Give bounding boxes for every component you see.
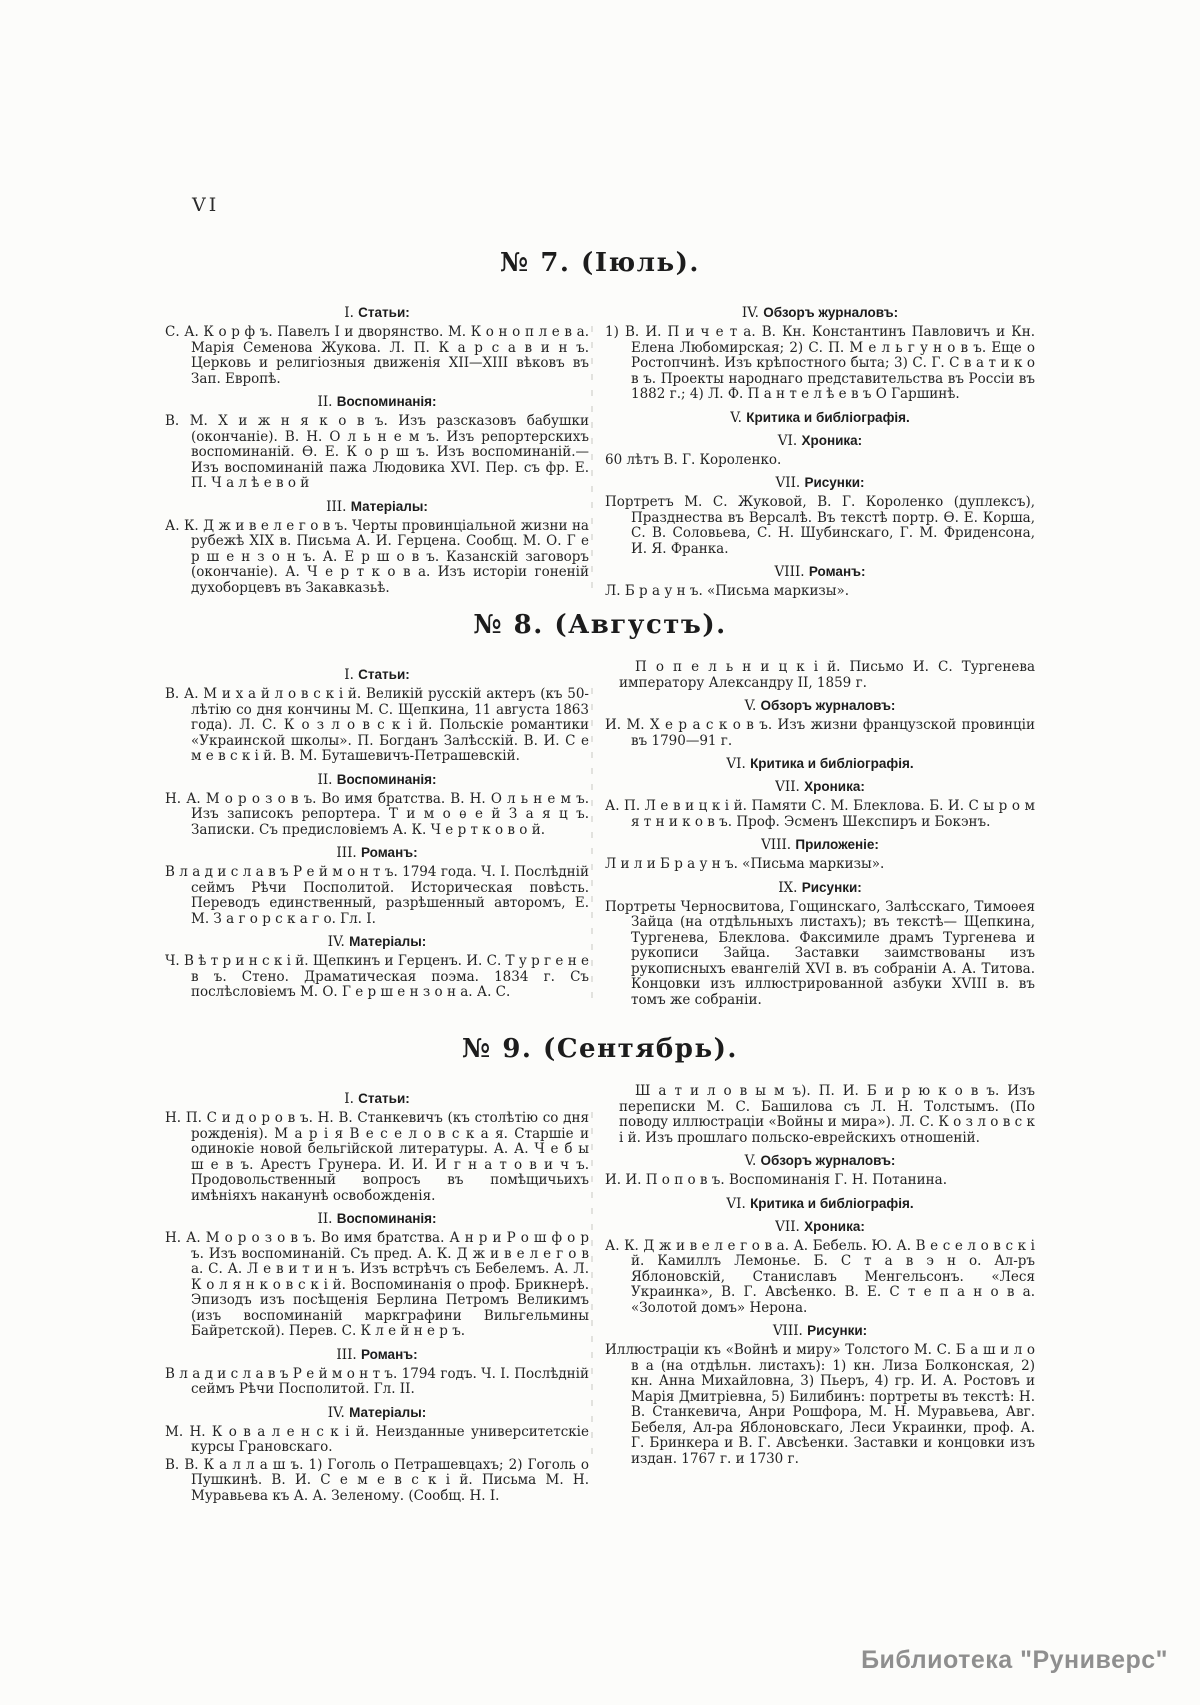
toc-entry: 1) В. И. П и ч е т а. В. Кн. Константинъ Павловичъ и Кн. Елена Любомирская; 2) С. П. М е л ь г у н о в ъ. Еще о Ростопчинѣ. Изъ крѣпостного быта; 3) С. Г. С в а т и к о в ъ. Проекты народнаго представительства въ Россіи въ 1882 г.; 4) Л. Ф. П а н т е л ѣ е в ъ О Гаршинѣ. xyxy=(605,324,1035,402)
toc-entry: Н. А. М о р о з о в ъ. Во имя братства. В. Н. О л ь н е м ъ. Изъ записокъ репортера. Т и м о ѳ е й З а я ц ъ. Записки. Съ предисловіемъ А. К. Ч е р т к о в о й. xyxy=(165,790,589,838)
rubric-heading xyxy=(605,1219,1035,1235)
rubric-heading xyxy=(165,845,589,861)
rubric-heading xyxy=(605,564,1035,580)
section-columns xyxy=(165,1084,1035,1506)
rubric-label: Рисунки: xyxy=(804,475,865,490)
toc-entry: Иллюстраціи къ «Войнѣ и миру» Толстого М. С. Б а ш и л о в а (на отдѣльн. листахъ): 1) кн. Лиза Болконская, 2) кн. Анна Михайловна, 3) Пьеръ, 4) гр. И. А. Ростовъ и Марія Дмитріевна, 5) Билибинъ: портреты въ текстѣ: Н. В. Станкевича, Анри Рошфора, М. Н. Муравьева, Авг. Бебеля, Ал-ра Яблоновскаго, Леси Украинки, проф. А. Г. Бринкера и В. Г. Авсѣенки. Заставки и концовки изъ издан. 1767 г. и 1730 г. xyxy=(605,1342,1035,1467)
rubric-numeral: III. xyxy=(336,845,362,861)
toc-entry: В. В. К а л л а ш ъ. 1) Гоголь о Петрашевцахъ; 2) Гоголь о Пушкинѣ. В. И. С е м е в с к і й. Письма М. Н. Муравьева къ А. А. Зеленому. (Сообщ. Н. I. xyxy=(165,1456,589,1504)
rubric-label: Рисунки: xyxy=(807,1323,868,1338)
column-right xyxy=(605,1084,1035,1469)
rubric-numeral: II. xyxy=(317,771,337,788)
rubric-label: Матеріалы: xyxy=(350,498,428,514)
rubric-numeral: IV. xyxy=(741,305,764,321)
rubric-label: Рисунки: xyxy=(801,879,862,895)
toc-entry: Портреты Черносвитова, Гощинскаго, Залѣсскаго, Тимоѳея Зайца (на отдѣльныхъ листахъ); въ текстѣ— Щепкина, Тургенева, Блеклова. Факсимиле драмъ Тургенева и рукописи Зайца. Заставки заимствованы изъ рукописныхъ евангелій XVI в. въ собраніи А. А. Титова. Концовки изъ иллюстрированной азбуки XVIII в. въ томъ же собраніи. xyxy=(605,898,1035,1008)
rubric-label: Обзоръ журналовъ: xyxy=(763,305,899,320)
rubric-numeral: VII. xyxy=(775,475,805,491)
toc-entry: В л а д и с л а в ъ Р е й м о н т ъ. 1794 года. Ч. I. Послѣдній сеймъ Рѣчи Посполитой. Историческая повѣсть. Переводъ единственный, разрѣшенный авторомъ, Е. М. З а г о р с к а г о. Гл. I. xyxy=(165,864,589,927)
rubric-heading xyxy=(605,779,1035,795)
section-title: № 7. (Іюль). xyxy=(500,248,700,278)
column-left xyxy=(165,1084,589,1506)
rubric-heading xyxy=(165,1091,589,1107)
toc-entry: В. А. М и х а й л о в с к і й. Великій русскій актеръ (къ 50-лѣтію со дня кончины М. С. Щепкина, 11 августа 1863 года). Л. С. К о з л о в с к і й. Польскіе романтики «Украинской школы». П. Богданъ Залѣсскій. В. И. С е м е в с к і й. В. М. Буташевичъ-Петрашевскій. xyxy=(165,686,589,764)
rubric-heading xyxy=(605,305,1035,321)
rubric-label: Матеріалы: xyxy=(349,934,427,949)
rubric-numeral: VI. xyxy=(726,756,751,772)
rubric-numeral: VI. xyxy=(726,1195,751,1212)
rubric-heading xyxy=(165,1211,589,1227)
toc-entry: А. П. Л е в и ц к і й. Памяти С. М. Блеклова. Б. И. С ы р о м я т н и к о в ъ. Проф. Эсменъ Шекспиръ и Бокэнъ. xyxy=(605,798,1035,830)
rubric-heading xyxy=(605,756,1035,772)
toc-entry: В. М. Х и ж н я к о в ъ. Изъ разсказовъ бабушки (окончаніе). В. Н. О л ь н е м ъ. Изъ репортерскихъ воспоминаній. Ѳ. Е. К о р ш ъ. Изъ воспоминаній.— Изъ воспоминаній пажа Людовика XVI. Пер. съ фр. Е. П. Ч а л ѣ е в о й xyxy=(165,413,589,491)
rubric-heading xyxy=(605,880,1035,896)
runivers-watermark: Библиотека "Руниверс" xyxy=(861,1646,1168,1674)
rubric-heading xyxy=(165,1347,589,1363)
section-title: № 9. (Сентябрь). xyxy=(462,1034,738,1064)
section-title: № 8. (Августъ). xyxy=(473,610,727,640)
rubric-numeral: V. xyxy=(744,698,761,714)
rubric-heading xyxy=(605,1153,1035,1169)
rubric-heading xyxy=(605,1196,1035,1212)
rubric-numeral: I. xyxy=(344,305,359,321)
rubric-numeral: III. xyxy=(326,498,351,515)
toc-entry: Н. П. С и д о р о в ъ. Н. В. Станкевичъ (къ столѣтію со дня рожденія). М а р і я В е с е л о в с к а я. Старшіе и одинокіе новой бельгійской литературы. А. А. Ч е б ы ш е в ъ. Арестъ Грунера. И. И. И г н а т о в и ч ъ. Продовольственный вопросъ въ помѣщичьихъ имѣніяхъ наканунѣ освобожденія. xyxy=(165,1110,589,1204)
toc-entry: И. М. Х е р а с к о в ъ. Изъ жизни французской провинціи въ 1790—91 г. xyxy=(605,717,1035,749)
rubric-numeral: V. xyxy=(730,409,747,426)
rubric-numeral: VI. xyxy=(777,432,802,449)
rubric-numeral: VIII. xyxy=(761,837,796,853)
column-left xyxy=(165,660,589,1003)
toc-entry: В л а д и с л а в ъ Р е й м о н т ъ. 1794 годъ. Ч. I. Послѣдній сеймъ Рѣчи Посполитой. Гл. II. xyxy=(165,1365,589,1397)
rubric-label: Обзоръ журналовъ: xyxy=(760,698,896,713)
toc-entry: Ч. В ѣ т р и н с к і й. Щепкинъ и Герценъ. И. С. Т у р г е н е в ъ. Стено. Драматическая поэма. 1834 г. Съ послѣсловіемъ М. О. Г е р ш е н з о н а. А. С. xyxy=(165,953,589,1000)
toc-entry: С. А. К о р ф ъ. Павелъ I и дворянство. М. К о н о п л е в а. Марія Семенова Жукова. Л. П. К а р с а в и н ъ. Церковь и религіозныя движенія XII—XIII вѣковъ въ Зап. Европѣ. xyxy=(165,324,589,387)
rubric-label: Хроника: xyxy=(801,432,863,448)
toc-entry: Ш а т и л о в ы м ъ). П. И. Б и р ю к о в ъ. Изъ переписки М. С. Башилова съ Л. Н. Толстымъ. (По поводу иллюстраціи «Войны и мира»). Л. С. К о з л о в с к і й. Изъ прошлаго польско-еврейскихъ отношеній. xyxy=(619,1083,1035,1146)
toc-section-8 xyxy=(165,610,1035,1010)
rubric-heading xyxy=(605,1323,1035,1339)
rubric-heading xyxy=(605,410,1035,426)
rubric-numeral: VII. xyxy=(775,1218,805,1235)
toc-entry: Портретъ М. С. Жуковой, В. Г. Короленко (дуплексъ), Празднества въ Версалѣ. Въ текстѣ портр. Ѳ. Е. Корша, С. В. Соловьева, С. Н. Шубинскаго, Г. М. Фриденсона, И. Я. Франка. xyxy=(605,494,1035,557)
page-number: VI xyxy=(192,194,220,216)
rubric-heading xyxy=(605,475,1035,491)
toc-entry: А. К. Д ж и в е л е г о в ъ. Черты провинціальной жизни на рубежѣ XIX в. Письма А. И. Герцена. Сообщ. М. О. Г е р ш е н з о н ъ. А. Е р ш о в ъ. Казанскій заговоръ (окончаніе). А. Ч е р т к о в а. Изъ исторіи гоненій духоборцевъ въ Закавказьѣ. xyxy=(165,517,589,596)
rubric-label: Критика и библіографія. xyxy=(750,756,914,771)
rubric-heading xyxy=(165,305,589,321)
rubric-label: Критика и библіографія. xyxy=(750,1195,914,1211)
rubric-numeral: IV. xyxy=(327,1404,350,1421)
rubric-numeral: II. xyxy=(317,394,337,410)
rubric-heading xyxy=(605,837,1035,853)
rubric-label: Романъ: xyxy=(361,1346,418,1362)
column-right xyxy=(605,298,1035,602)
rubric-label: Статьи: xyxy=(358,667,410,682)
toc-entry: Л и л и Б р а у н ъ. «Письма маркизы». xyxy=(605,856,885,872)
rubric-label: Романъ: xyxy=(808,564,866,579)
rubric-numeral: III. xyxy=(336,1346,362,1363)
rubric-heading xyxy=(165,934,589,950)
rubric-heading xyxy=(605,698,1035,714)
toc-entry: А. К. Д ж и в е л е г о в а. А. Бебель. Ю. А. В е с е л о в с к і й. Камиллъ Лемонье. Б. С т а в э н о. Ал-ръ Яблоновскій, Станиславъ Менгельсонъ. «Леся Украинка», В. Г. Авсѣенко. В. Е. С т е п а н о в а. «Золотой домъ» Нерона. xyxy=(605,1237,1035,1316)
rubric-label: Обзоръ журналовъ: xyxy=(760,1153,896,1168)
rubric-numeral: VIII. xyxy=(772,1323,808,1339)
rubric-heading xyxy=(165,394,589,410)
rubric-heading xyxy=(165,667,589,683)
toc-entry: Л. Б р а у н ъ. «Письма маркизы». xyxy=(605,583,850,599)
column-right xyxy=(605,660,1035,1010)
toc-section-9 xyxy=(165,1034,1035,1506)
rubric-numeral: II. xyxy=(317,1211,337,1227)
rubric-label: Романъ: xyxy=(361,845,418,860)
rubric-heading xyxy=(165,499,589,515)
toc-entry: М. Н. К о в а л е н с к і й. Неизданные университетскіе курсы Грановскаго. xyxy=(165,1423,589,1455)
rubric-label: Матеріалы: xyxy=(349,1404,427,1420)
section-columns xyxy=(165,298,1035,602)
rubric-numeral: VII. xyxy=(775,779,805,795)
rubric-numeral: IV. xyxy=(327,934,350,950)
section-columns xyxy=(165,660,1035,1010)
rubric-numeral: I. xyxy=(344,1091,359,1107)
rubric-heading xyxy=(165,1405,589,1421)
rubric-label: Воспоминанія: xyxy=(336,771,437,787)
toc-section-7 xyxy=(165,248,1035,602)
rubric-heading xyxy=(165,772,589,788)
rubric-numeral: I. xyxy=(344,667,359,683)
rubric-label: Критика и библіографія. xyxy=(746,409,910,425)
toc-entry: 60 лѣтъ В. Г. Короленко. xyxy=(605,451,782,468)
toc-entry: Н. А. М о р о з о в ъ. Во имя братства. А н р и Р о ш ф о р ъ. Изъ воспоминаній. Съ пред. А. К. Д ж и в е л е г о в а. С. А. Л е в и т и н ъ. Изъ встрѣчъ съ Бебелемъ. А. Л. К о л я н к о в с к і й. Воспоминанія о проф. Брикнерѣ. Эпизодъ изъ посѣщенія Берлина Петромъ Великимъ (изъ воспоминаній маркграфини Вильгельмины Байретской). Перев. С. К л е й н е р ъ. xyxy=(165,1230,589,1339)
rubric-label: Статьи: xyxy=(358,305,410,320)
rubric-numeral: IX. xyxy=(778,879,802,896)
rubric-numeral: V. xyxy=(744,1153,761,1169)
rubric-label: Воспоминанія: xyxy=(336,394,437,409)
toc-entry: П о п е л ь н и ц к і й. Письмо И. С. Тургенева императору Александру II, 1859 г. xyxy=(619,659,1035,691)
rubric-numeral: VIII. xyxy=(774,564,809,580)
column-left xyxy=(165,298,589,598)
rubric-label: Хроника: xyxy=(804,779,865,794)
toc-entry: И. И. П о п о в ъ. Воспоминанія Г. Н. Потанина. xyxy=(605,1172,947,1188)
rubric-label: Хроника: xyxy=(804,1218,865,1234)
rubric-heading xyxy=(605,433,1035,449)
rubric-label: Статьи: xyxy=(358,1091,410,1106)
rubric-label: Приложеніе: xyxy=(795,837,879,852)
rubric-label: Воспоминанія: xyxy=(336,1211,437,1226)
